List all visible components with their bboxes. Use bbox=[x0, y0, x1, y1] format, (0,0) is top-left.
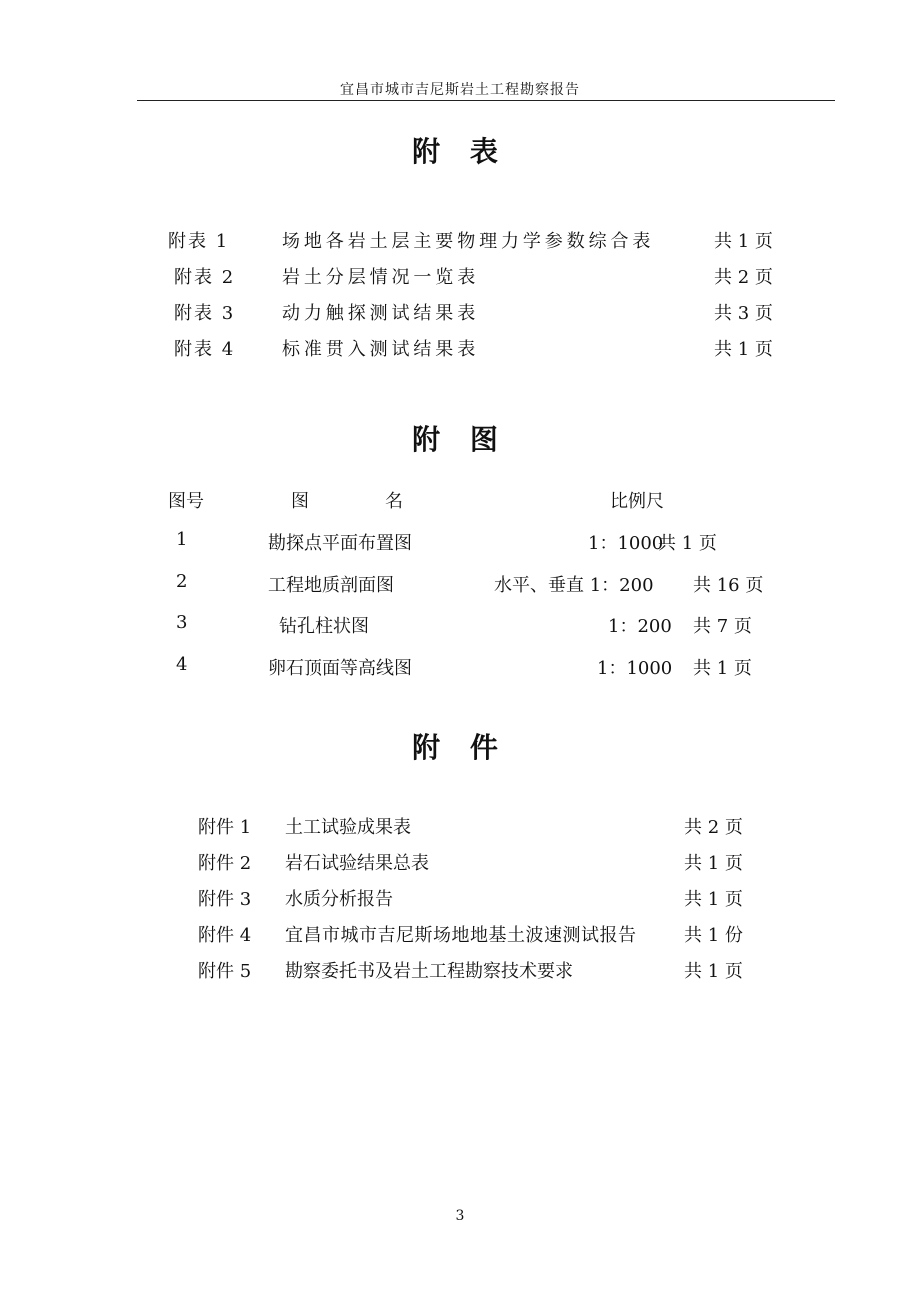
item-code: 附件 2 bbox=[198, 853, 252, 874]
item-name: 场地各岩土层主要物理力学参数综合表 bbox=[282, 231, 655, 252]
item-name: 岩土分层情况一览表 bbox=[282, 267, 480, 288]
column-header-name-a: 图 bbox=[291, 491, 309, 512]
page-number: 3 bbox=[455, 1208, 465, 1224]
item-name: 动力触探测试结果表 bbox=[282, 303, 480, 324]
figure-pages: 共 16 页 bbox=[693, 575, 764, 596]
item-pages: 共 1 页 bbox=[684, 961, 743, 982]
item-pages: 共 2 页 bbox=[684, 817, 743, 838]
item-name: 岩石试验结果总表 bbox=[285, 853, 429, 874]
figure-pages: 共 1 页 bbox=[658, 533, 717, 554]
section-title-appendix-figures: 附 图 bbox=[412, 423, 508, 456]
item-code: 附表 4 bbox=[174, 339, 236, 360]
figure-name: 卵石顶面等高线图 bbox=[268, 658, 412, 679]
figure-scale: 1：1000 bbox=[597, 658, 673, 679]
section-title-attachments: 附 件 bbox=[412, 731, 508, 764]
item-pages: 共 1 页 bbox=[714, 339, 773, 360]
item-code: 附表 1 bbox=[168, 231, 230, 252]
section-title-appendix-tables: 附 表 bbox=[412, 135, 508, 168]
figure-no: 4 bbox=[176, 654, 188, 675]
figure-pages: 共 1 页 bbox=[693, 658, 752, 679]
column-header-no: 图号 bbox=[168, 491, 204, 512]
item-name: 宜昌市城市吉尼斯场地地基土波速测试报告 bbox=[285, 925, 637, 946]
figure-name: 勘探点平面布置图 bbox=[268, 533, 412, 554]
item-pages: 共 3 页 bbox=[714, 303, 773, 324]
item-pages: 共 1 页 bbox=[714, 231, 773, 252]
item-pages: 共 1 份 bbox=[684, 925, 743, 946]
item-pages: 共 1 页 bbox=[684, 889, 743, 910]
figure-name: 工程地质剖面图 bbox=[268, 575, 394, 596]
item-code: 附表 2 bbox=[174, 267, 236, 288]
figure-scale: 水平、垂直 1：200 bbox=[494, 575, 654, 596]
figure-scale: 1：1000 bbox=[588, 533, 664, 554]
column-header-scale: 比例尺 bbox=[610, 491, 664, 512]
item-pages: 共 1 页 bbox=[684, 853, 743, 874]
item-pages: 共 2 页 bbox=[714, 267, 773, 288]
figure-no: 3 bbox=[176, 612, 188, 633]
figure-name: 钻孔柱状图 bbox=[279, 616, 369, 637]
item-code: 附件 4 bbox=[198, 925, 252, 946]
column-header-name-b: 名 bbox=[385, 491, 403, 512]
figure-no: 2 bbox=[176, 571, 188, 592]
item-name: 水质分析报告 bbox=[285, 889, 393, 910]
header-rule bbox=[137, 100, 835, 101]
item-code: 附表 3 bbox=[174, 303, 236, 324]
item-name: 勘察委托书及岩土工程勘察技术要求 bbox=[285, 961, 573, 982]
figure-scale: 1：200 bbox=[608, 616, 672, 637]
item-name: 土工试验成果表 bbox=[285, 817, 411, 838]
item-code: 附件 5 bbox=[198, 961, 252, 982]
figure-no: 1 bbox=[176, 529, 188, 550]
item-code: 附件 1 bbox=[198, 817, 252, 838]
figure-pages: 共 7 页 bbox=[693, 616, 752, 637]
running-header: 宜昌市城市吉尼斯岩土工程勘察报告 bbox=[340, 82, 580, 98]
item-code: 附件 3 bbox=[198, 889, 252, 910]
item-name: 标准贯入测试结果表 bbox=[282, 339, 480, 360]
